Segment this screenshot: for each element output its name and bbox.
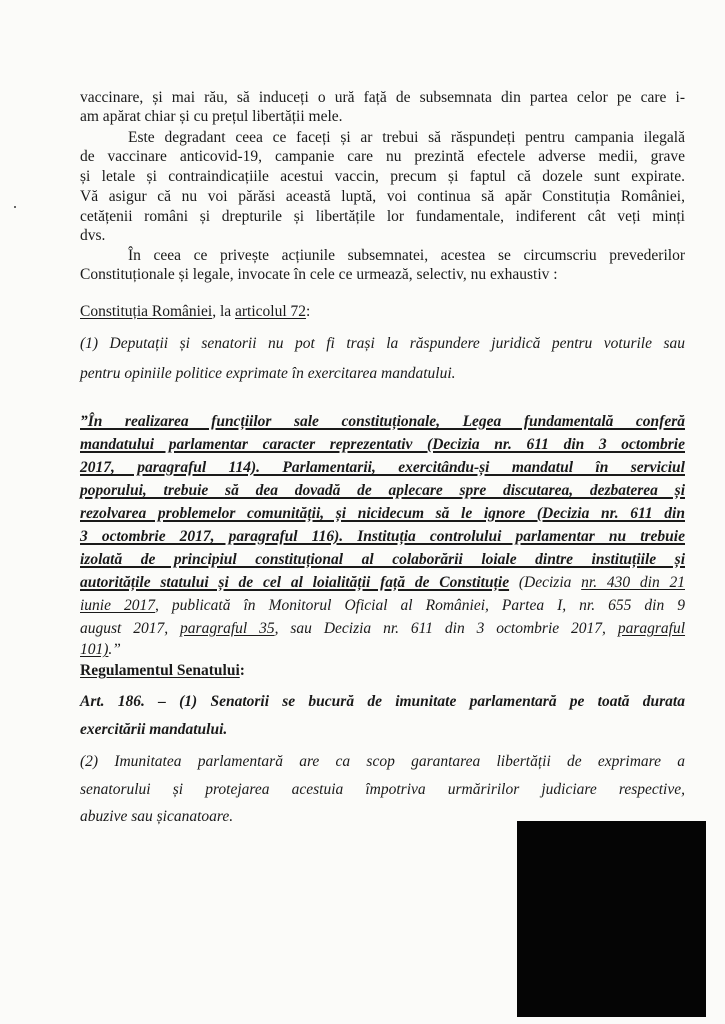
intro-line-1: vaccinare, și mai rău, să induceți o ură față de subsemnata din partea celor pe care i-	[80, 89, 685, 106]
intro-line-2: am apărat chiar și cu prețul libertății mele.	[80, 108, 343, 125]
senate-title: Regulamentul Senatului	[80, 662, 240, 679]
quote-line-8	[80, 573, 685, 592]
quote-line-9	[80, 596, 685, 615]
article-72-line-1: (1) Deputații și senatorii nu pot fi trași la răspundere juridică pentru voturile sau	[80, 335, 685, 352]
constitution-heading-colon: :	[306, 303, 311, 320]
quote-line-9-rest: , publicată în Monitorul Oficial al României, Partea I, nr. 655 din 9	[155, 597, 685, 614]
quote-line-10	[80, 619, 685, 638]
intro-line-10: Constituționale și legale, invocate în cele ce urmează, selectiv, nu exhaustiv :	[80, 266, 558, 283]
quote-line-10-ref: paragraful 35	[180, 620, 275, 637]
intro-line-4: de vaccinare anticovid-19, campanie care nu prezintă efectele adverse medii, grave	[80, 148, 685, 165]
constitution-article: articolul 72	[235, 303, 307, 320]
art-186-line-2: exercitării mandatului.	[80, 721, 228, 738]
quote-line-9-date: iunie 2017	[80, 597, 156, 614]
quote-line-11-end: .”	[108, 641, 121, 658]
immunity-line-3: abuzive sau șicanatoare.	[80, 808, 234, 825]
constitution-heading-mid: , la	[212, 303, 235, 320]
quote-line-8-rest: (Decizia	[509, 574, 582, 591]
quote-line-11-ref: 101)	[80, 641, 109, 658]
scan-speck	[14, 206, 16, 208]
quote-line-5: rezolvarea problemelor comunității, și nicidecum să le ignore (Decizia nr. 611 din	[80, 505, 685, 522]
immunity-line-1: (2) Imunitatea parlamentară are ca scop garantarea libertății de exprimare a	[80, 753, 685, 770]
quote-line-10-c: , sau Decizia nr. 611 din 3 octombrie 2017,	[274, 620, 618, 637]
article-72-line-2: pentru opiniile politice exprimate în exercitarea mandatului.	[80, 365, 456, 382]
quote-line-11	[80, 640, 685, 659]
intro-line-3: Este degradant ceea ce faceți și ar trebui să răspundeți pentru campania ilegală	[128, 129, 685, 146]
intro-line-9: În ceea ce privește acțiunile subsemnatei, acestea se circumscriu prevederilor	[128, 247, 685, 264]
constitution-heading	[80, 302, 685, 321]
quote-line-1: ”În realizarea funcțiilor sale constituționale, Legea fundamentală conferă	[80, 413, 685, 430]
redaction-block	[517, 821, 706, 1017]
quote-line-3: 2017, paragraful 114). Parlamentarii, exercitându-și mandatul în serviciul	[80, 459, 685, 476]
quote-line-6: 3 octombrie 2017, paragraful 116). Instituția controlului parlamentar nu trebuie	[80, 528, 685, 545]
immunity-line-2: senatorului și protejarea acestuia împotriva urmăririlor judiciare respective,	[80, 781, 685, 798]
quote-line-2: mandatului parlamentar caracter reprezentativ (Decizia nr. 611 din 3 octombrie	[80, 436, 685, 453]
art-186-line-1: Art. 186. – (1) Senatorii se bucură de imunitate parlamentară pe toată durata	[80, 693, 685, 710]
quote-line-4: poporului, trebuie să dea dovadă de aplecare spre discutarea, dezbaterea și	[80, 482, 685, 499]
intro-line-5: și letale și contraindicațiile acestui vaccin, precum și faptul că dozele sunt expirate.	[80, 168, 685, 185]
intro-line-7: cetățenii români și drepturile și libertățile lor fundamentale, indiferent cât veți minți	[80, 208, 685, 225]
quote-line-8-ref: nr. 430 din 21	[581, 574, 685, 591]
senate-heading	[80, 661, 685, 680]
quote-line-10-ref2: paragraful	[617, 620, 686, 637]
quote-line-8-bold: autoritățile statului și de cel al loialității față de Constituție	[80, 574, 510, 591]
intro-line-8: dvs.	[80, 227, 106, 244]
senate-heading-colon: :	[239, 662, 245, 679]
quote-line-7: izolată de principiul constituțional al colaborării loiale dintre instituțiile și	[80, 551, 685, 568]
intro-line-6: Vă asigur că nu voi părăsi această luptă, voi continua să apăr Constituția României,	[80, 188, 685, 205]
constitution-title: Constituția României	[80, 303, 213, 320]
quote-line-10-a: august 2017,	[80, 620, 181, 637]
